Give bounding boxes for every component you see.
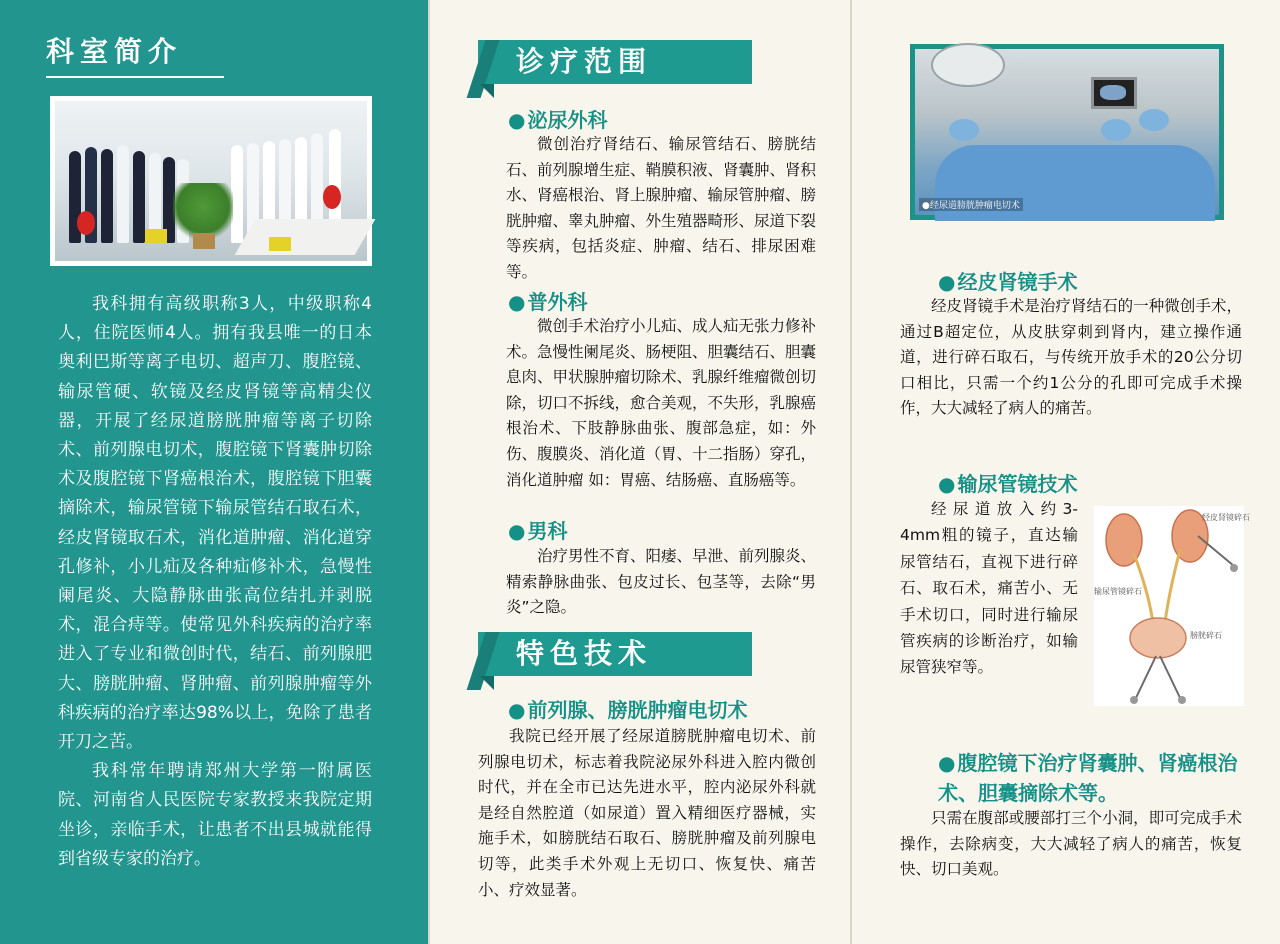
feature-heading-resection: ● 前列腺、膀胱肿瘤电切术 [508,698,748,722]
feature-text-resection: 我院已经开展了经尿道膀胱肿瘤电切术、前列腺电切术，标志着我院泌尿外科进入腔内微创时代，并在全市已达先进水平，腔内泌尿外科就是经自然腔道（如尿道）置入精细医疗器械，实施手术，如膀胱结石取石、膀胱肿瘤及前列腺电切等，此类手术外观上无切口、恢复快、痛苦小、疗效显著。 [478,727,816,899]
intro-paragraph-1: 我科拥有高级职称3人，中级职称4人，住院医师4人。拥有我县唯一的日本奥利巴斯等离子电切、超声刀、腹腔镜、输尿管硬、软镜及经皮肾镜等高精尖仪器，开展了经尿道膀胱肿瘤等离子切除术、前列腺电切术，腹腔镜下肾囊肿切除术及腹腔镜下肾癌根治术，腹腔镜下胆囊摘除术，输尿管镜下输尿管结石取石术，经皮肾镜取石术，消化道肿瘤、消化道穿孔修补，小儿疝及各种疝修补术，急慢性阑尾炎、大隐静脉曲张高位结扎并剥脱术，混合痔等。使常见外科疾病的治疗率进入了专业和微创时代，结石、前列腺肥大、膀胱肿瘤、肾肿瘤、前列腺肿瘤等外科疾病的治疗率达98%以上，免除了患者开刀之苦。 [58,294,372,753]
section-heading-urology: ● 泌尿外科 [508,108,608,132]
scope-panel [430,0,850,944]
section-text-andrology: 治疗男性不育、阳痿、早泄、前列腺炎、精索静脉曲张、包皮过长、包茎等，去除“男炎”之隐。 [506,547,817,617]
intro-paragraph-2: 我科常年聘请郑州大学第一附属医院、河南省人民医院专家教授来我院定期坐诊，亲临手术，让患者不出县城就能得到省级专家的治疗。 [58,761,372,869]
operation-photo-caption: ●经尿道膀胱肿瘤电切术 [919,198,1023,211]
intro-title: 科室简介 [46,30,224,78]
staff-photo-image [55,101,367,261]
section-text-urology: 微创治疗肾结石、输尿管结石、膀胱结石、前列腺增生症、鞘膜积液、肾囊肿、肾积水、肾癌根治、肾上腺肿瘤、输尿管肿瘤、膀胱肿瘤、睾丸肿瘤、外生殖器畸形、尿道下裂等疾病，包括炎症、肿瘤、结石、排尿困难等。 [506,135,817,281]
section-heading-general-surgery: ● 普外科 [508,290,588,314]
bladder-icon [1130,618,1186,658]
section-text-ureteroscopy: 经尿道放入约3-4mm粗的镜子，直达输尿管结石，直视下进行碎石、取石术，痛苦小、无手术切口，同时进行输尿管疾病的诊断治疗，如输尿管狭窄等。 [900,500,1078,677]
operation-photo-image [915,49,1219,215]
feature-banner [478,632,752,676]
bullet-icon: ● [508,519,526,543]
label-kidney-lithotripsy: 经皮肾镜碎石 [1202,513,1250,522]
lantern-icon [323,185,341,209]
section-heading-nephroscopy: ● 经皮肾镜手术 [938,270,1078,294]
bullet-icon: ● [508,290,526,314]
label-bladder-lithotripsy: 膀胱碎石 [1190,631,1222,640]
scope-banner [478,40,752,84]
feature-banner-title: 特色技术 [516,637,653,670]
section-text-laparoscopy: 只需在腹部或腰部打三个小洞，即可完成手术操作，去除病变，大大减轻了病人的痛苦，恢复快、切口美观。 [900,809,1242,879]
staff-photo [50,96,372,266]
bullet-icon: ● [938,751,956,775]
monitor-icon [1091,77,1137,109]
section-text-general-surgery: 微创手术治疗小儿疝、成人疝无张力修补术。急慢性阑尾炎、肠梗阻、胆囊结石、胆囊息肉、甲状腺肿瘤切除术、乳腺纤维瘤微创切除，切口不拆线，愈合美观，不失形，乳腺癌根治术、下肢静脉曲张、腹部急症，如：外伤、腹膜炎、消化道（胃、十二指肠）穿孔，消化道肿瘤 如：胃癌、结肠癌、直肠癌等。 [506,317,817,489]
lantern-icon [77,211,95,235]
section-text-nephroscopy: 经皮肾镜手术是治疗肾结石的一种微创手术，通过B超定位，从皮肤穿刺到肾内，建立操作通道，进行碎石取石，与传统开放手术的20公分切口相比，只需一个约1公分的孔即可完成手术操作，大大减轻了病人的痛苦。 [900,297,1242,418]
section-heading-andrology: ● 男科 [508,519,568,543]
operation-photo [910,44,1224,220]
section-heading-laparoscopy: ● 腹腔镜下治疗肾囊肿、肾癌根治术、胆囊摘除术等。 [938,751,1238,805]
scope-banner-title: 诊疗范围 [516,45,653,78]
techniques-panel [852,0,1280,944]
intro-panel [0,0,428,944]
bullet-icon: ● [508,108,526,132]
bullet-icon: ● [938,270,956,294]
label-ureter-lithotripsy: 输尿管镜碎石 [1094,587,1142,596]
surgical-lamp-icon [931,43,1005,87]
bullet-icon: ● [508,698,526,722]
bullet-icon: ● [938,472,956,496]
section-heading-ureteroscopy: ● 输尿管镜技术 [938,472,1078,496]
intro-text [58,290,372,874]
urinary-system-illustration [1094,506,1250,706]
